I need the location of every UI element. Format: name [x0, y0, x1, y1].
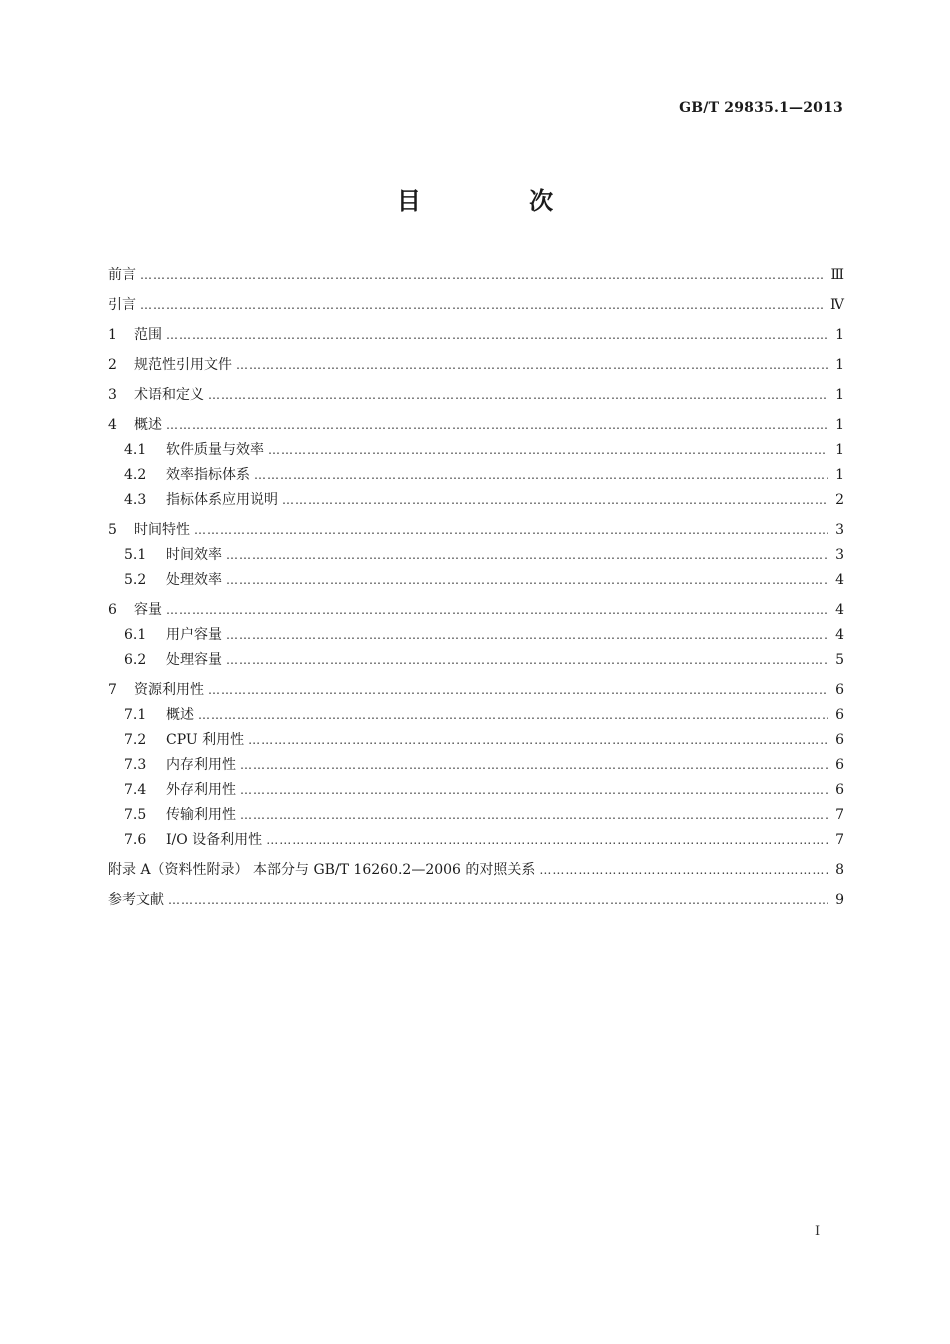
toc-entry-number: 4.3: [124, 492, 147, 508]
toc-entry[interactable]: [108, 598, 844, 623]
toc-entry-page: 1: [835, 467, 844, 483]
toc-entry-page: 7: [835, 807, 844, 823]
toc-entry-page: 1: [835, 442, 844, 458]
toc-entry[interactable]: [108, 648, 844, 673]
table-of-contents: [108, 258, 844, 913]
toc-entry-number: 7.5: [124, 807, 147, 823]
toc-entry-label: 软件质量与效率: [166, 442, 264, 458]
toc-entry-label: 资源利用性: [134, 682, 204, 698]
toc-entry-page: 4: [835, 602, 844, 618]
toc-entry-page: 4: [835, 572, 844, 588]
toc-entry-number: 7.3: [124, 757, 147, 773]
toc-dot-leader: [254, 463, 828, 488]
toc-entry-number: 5.1: [124, 547, 147, 563]
page-title: 目 次: [396, 187, 604, 215]
toc-entry[interactable]: [108, 778, 844, 803]
toc-entry[interactable]: [108, 383, 844, 408]
toc-entry-page: 3: [835, 547, 844, 563]
toc-dot-leader: [166, 413, 828, 438]
toc-entry[interactable]: [108, 353, 844, 378]
toc-entry-label: 时间特性: [134, 522, 190, 538]
toc-entry-page: 6: [835, 732, 844, 748]
toc-entry-label: 概述: [166, 707, 194, 723]
toc-entry-number: 7.1: [124, 707, 147, 723]
toc-entry-number: 3: [108, 387, 117, 403]
toc-entry-page: 6: [835, 707, 844, 723]
toc-entry[interactable]: [108, 438, 844, 463]
toc-dot-leader: [268, 438, 828, 463]
standard-code: GB/T 29835.1—2013: [679, 100, 843, 116]
toc-dot-leader: [140, 293, 824, 318]
toc-dot-leader: [194, 518, 828, 543]
toc-entry-label: 时间效率: [166, 547, 222, 563]
toc-entry-label: 处理容量: [166, 652, 222, 668]
toc-entry[interactable]: [108, 753, 844, 778]
toc-entry-page: 6: [835, 682, 844, 698]
toc-dot-leader: [240, 753, 828, 778]
toc-dot-leader: [539, 858, 828, 883]
toc-entry[interactable]: [108, 543, 844, 568]
toc-entry-label: 容量: [134, 602, 162, 618]
toc-entry-label: 用户容量: [166, 627, 222, 643]
toc-entry[interactable]: [108, 518, 844, 543]
toc-entry[interactable]: [108, 888, 844, 913]
toc-entry[interactable]: [108, 263, 844, 288]
toc-entry-label: 传输利用性: [166, 807, 236, 823]
toc-entry-page: 1: [835, 357, 844, 373]
toc-entry-number: 2: [108, 357, 117, 373]
toc-dot-leader: [208, 678, 828, 703]
toc-entry-page: Ⅳ: [830, 297, 844, 313]
toc-entry-number: 7: [108, 682, 117, 698]
toc-entry-page: 6: [835, 782, 844, 798]
toc-entry-page: 4: [835, 627, 844, 643]
toc-dot-leader: [226, 543, 828, 568]
toc-entry[interactable]: [108, 858, 844, 883]
toc-entry-label: 处理效率: [166, 572, 222, 588]
toc-entry-number: 7.2: [124, 732, 147, 748]
toc-dot-leader: [240, 778, 828, 803]
toc-entry[interactable]: [108, 828, 844, 853]
toc-entry-label: 前言: [108, 267, 136, 283]
toc-entry[interactable]: [108, 623, 844, 648]
toc-entry-number: 4.2: [124, 467, 147, 483]
toc-entry-label: 概述: [134, 417, 162, 433]
toc-entry-page: 3: [835, 522, 844, 538]
toc-entry-page: 1: [835, 387, 844, 403]
toc-entry[interactable]: [108, 463, 844, 488]
toc-entry-label: 引言: [108, 297, 136, 313]
toc-dot-leader: [248, 728, 828, 753]
toc-dot-leader: [226, 568, 828, 593]
toc-entry-page: 9: [835, 892, 844, 908]
toc-dot-leader: [236, 353, 828, 378]
toc-entry-page: 1: [835, 417, 844, 433]
toc-entry-page: 2: [835, 492, 844, 508]
toc-entry-number: 6.1: [124, 627, 147, 643]
toc-entry-label: 外存利用性: [166, 782, 236, 798]
toc-entry-label: I/O 设备利用性: [166, 832, 263, 848]
toc-entry[interactable]: [108, 568, 844, 593]
toc-dot-leader: [282, 488, 828, 513]
toc-entry-label: 效率指标体系: [166, 467, 250, 483]
toc-entry-page: 8: [835, 862, 844, 878]
toc-entry[interactable]: [108, 413, 844, 438]
toc-entry-label: 参考文献: [108, 892, 164, 908]
toc-entry[interactable]: [108, 703, 844, 728]
toc-entry-page: 1: [835, 327, 844, 343]
toc-dot-leader: [140, 263, 824, 288]
toc-dot-leader: [166, 598, 828, 623]
toc-dot-leader: [168, 888, 828, 913]
toc-entry-number: 6.2: [124, 652, 147, 668]
toc-entry-label: 附录 A（资料性附录） 本部分与 GB/T 16260.2—2006 的对照关系: [108, 862, 536, 878]
toc-dot-leader: [226, 623, 828, 648]
toc-entry[interactable]: [108, 728, 844, 753]
toc-entry[interactable]: [108, 293, 844, 318]
toc-entry-label: 指标体系应用说明: [166, 492, 278, 508]
toc-entry-number: 4: [108, 417, 117, 433]
toc-dot-leader: [166, 323, 828, 348]
toc-entry-number: 6: [108, 602, 117, 618]
toc-entry[interactable]: [108, 488, 844, 513]
page-number: Ⅰ: [815, 1224, 821, 1239]
toc-entry[interactable]: [108, 323, 844, 348]
toc-entry-page: 6: [835, 757, 844, 773]
toc-entry-label: CPU 利用性: [166, 732, 245, 748]
toc-entry[interactable]: [108, 803, 844, 828]
toc-entry[interactable]: [108, 678, 844, 703]
toc-dot-leader: [240, 803, 828, 828]
toc-entry-label: 术语和定义: [134, 387, 204, 403]
toc-entry-label: 内存利用性: [166, 757, 236, 773]
toc-entry-label: 范围: [134, 327, 162, 343]
toc-entry-label: 规范性引用文件: [134, 357, 232, 373]
toc-dot-leader: [266, 828, 828, 853]
toc-entry-page: 7: [835, 832, 844, 848]
toc-dot-leader: [198, 703, 828, 728]
toc-entry-number: 7.4: [124, 782, 147, 798]
toc-entry-number: 5.2: [124, 572, 147, 588]
toc-entry-number: 4.1: [124, 442, 147, 458]
toc-entry-page: Ⅲ: [830, 267, 844, 283]
toc-entry-number: 5: [108, 522, 117, 538]
toc-entry-number: 1: [108, 327, 117, 343]
toc-entry-page: 5: [835, 652, 844, 668]
toc-dot-leader: [208, 383, 828, 408]
toc-dot-leader: [226, 648, 828, 673]
toc-entry-number: 7.6: [124, 832, 147, 848]
